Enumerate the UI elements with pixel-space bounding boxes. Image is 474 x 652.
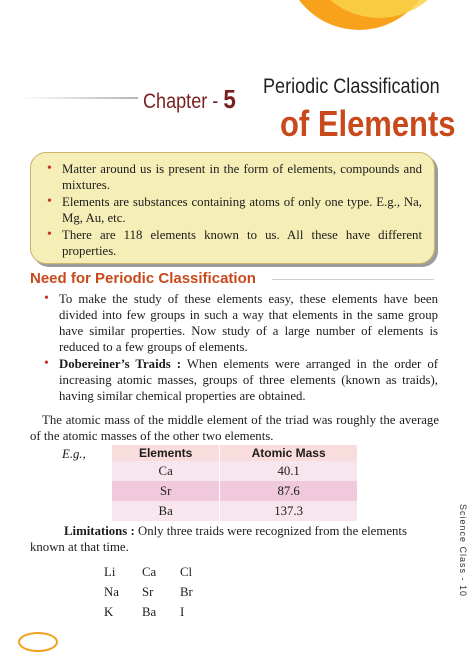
limitations-paragraph <box>30 523 439 555</box>
limitations-term: Limitations : <box>64 524 135 538</box>
summary-text: Elements are substances containing atoms of only one type. E.g., Na, Mg, Au, etc. <box>62 195 422 225</box>
triad-element: I <box>180 605 185 619</box>
bullet-icon: • <box>44 291 49 306</box>
triad-element: Li <box>104 565 116 579</box>
table-header-row <box>112 445 357 461</box>
mass-cell: 87.6 <box>220 481 357 501</box>
summary-item <box>45 227 422 259</box>
triad-element: Br <box>180 585 193 599</box>
triad-row <box>104 602 218 622</box>
summary-item <box>45 161 422 193</box>
bullet-icon: • <box>47 194 52 209</box>
chapter-word: Chapter - <box>143 90 219 113</box>
bullet-icon: • <box>44 356 49 371</box>
triad-element: Ba <box>142 605 157 619</box>
chapter-label <box>143 84 236 115</box>
table-row <box>112 461 357 481</box>
limitations-text: Only three traids were recognized from the elements known at that time. <box>30 524 407 554</box>
triad-row <box>104 582 218 602</box>
element-cell: Ba <box>112 501 220 521</box>
triads-grid <box>104 562 218 622</box>
mass-cell: 40.1 <box>220 461 357 481</box>
table-row <box>112 481 357 501</box>
example-label: E.g., <box>62 447 86 461</box>
element-cell: Sr <box>112 481 220 501</box>
need-list <box>42 291 438 405</box>
triad-row <box>104 562 218 582</box>
chapter-number: 5 <box>223 84 236 114</box>
bullet-icon: • <box>47 161 52 176</box>
chapter-title-line2: of Elements <box>280 103 456 144</box>
section-heading: Need for Periodic Classification <box>30 270 256 287</box>
bottom-decoration <box>18 632 58 652</box>
summary-text: There are 118 elements known to us. All these have different properties. <box>62 228 422 258</box>
triad-paragraph: The atomic mass of the middle element of the triad was roughly the average of the atomic masses of the other two elements. <box>30 413 439 443</box>
bullet-icon: • <box>47 227 52 242</box>
mass-cell: 137.3 <box>220 501 357 521</box>
chapter-title-line1: Periodic Classification <box>263 75 440 98</box>
chapter-rule <box>20 97 138 99</box>
summary-list <box>45 161 422 259</box>
summary-text: Matter around us is present in the form of elements, compounds and mixtures. <box>62 162 422 192</box>
triad-element: K <box>104 605 114 619</box>
need-text: To make the study of these elements easy, these elements have been divided into few groups in such a way that elements in the same group have similar properties. Now study of a large number of elements is reduced to a few groups of elements. <box>59 292 438 354</box>
need-item <box>42 356 438 404</box>
column-header-atomic-mass: Atomic Mass <box>220 445 357 461</box>
dobereiner-term: Dobereiner’s Traids : <box>59 357 182 371</box>
summary-box <box>30 152 435 264</box>
need-item <box>42 291 438 355</box>
atomic-mass-table <box>112 445 357 521</box>
section-rule <box>272 279 434 280</box>
dobereiner-text: When elements were arranged in the order of increasing atomic masses, groups of three elements (known as traids), having similar chemical properties are obtained. <box>59 357 438 403</box>
table-row <box>112 501 357 521</box>
triad-element: Cl <box>180 565 193 579</box>
element-cell: Ca <box>112 461 220 481</box>
triad-element: Ca <box>142 565 157 579</box>
column-header-elements: Elements <box>112 445 220 461</box>
triad-element: Sr <box>142 585 154 599</box>
summary-item <box>45 194 422 226</box>
side-note: Science Class - 10 <box>458 504 468 598</box>
triad-element: Na <box>104 585 119 599</box>
